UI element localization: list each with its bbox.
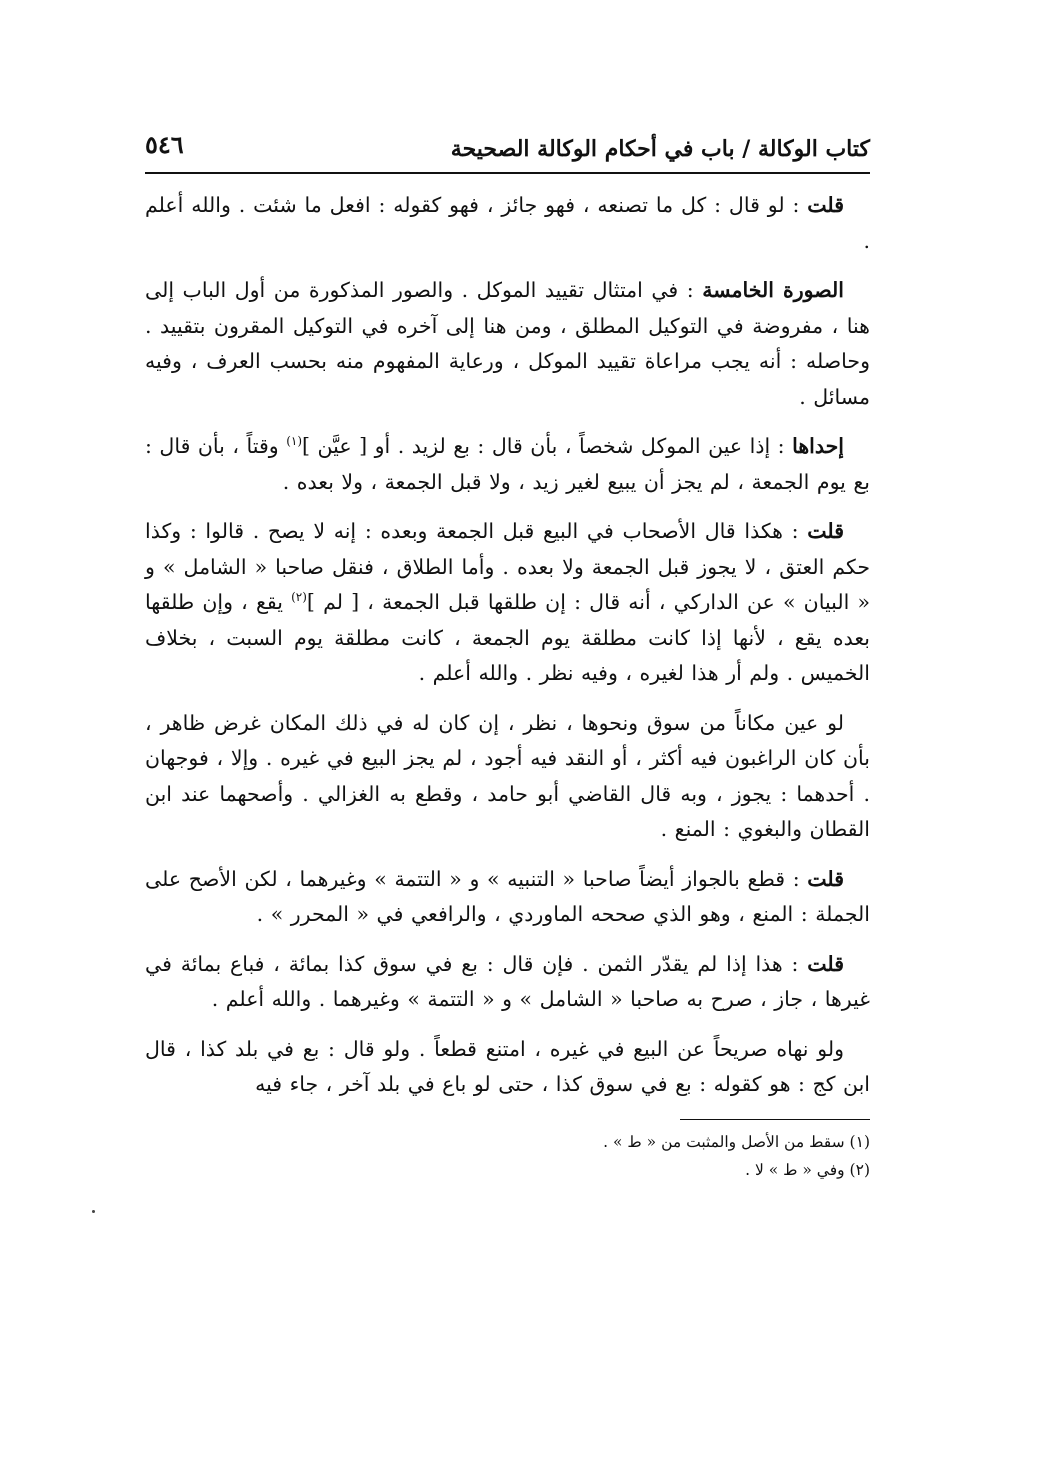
footnote-ref-1[interactable]: (١) [286,434,303,449]
paragraph-2 [145,273,870,415]
paragraph-lead: قلت [807,193,844,217]
running-header [145,120,870,174]
footnote-1: (١) سقط من الأصل والمثبت من « ط » . [603,1132,870,1151]
paragraph-text-cont: يقع ، وإن طلقها بعده يقع ، لأنها إذا كانت مطلقة يوم الجمعة ، كانت مطلقة يوم السبت ، بخلاف الخميس . ولم أر هذا لغيره ، وفيه نظر . والله أعلم . [145,590,870,685]
paragraph-5 [145,706,870,848]
paragraph-text: : هكذا قال الأصحاب في البيع قبل الجمعة وبعده : إنه لا يصح . قالوا : وكذا حكم العتق ، لا يجوز قبل الجمعة ولا بعده . وأما الطلاق ، فنقل صاحبا « الشامل » و « البيان » عن الداركي ، أنه قال : إن طلقها قبل الجمعة ، [ لم ] [145,519,870,614]
footnote-separator [680,1119,870,1120]
paragraph-lead: إحداها [792,434,844,458]
paragraph-text: : في امتثال تقييد الموكل . والصور المذكورة من أول الباب إلى هنا ، مفروضة في التوكيل المطلق ، ومن هنا إلى آخره في التوكيل المقرون بتقييد . وحاصله : أنه يجب مراعاة تقييد الموكل ، ورعاية المفهوم منه بحسب العرف ، وفيه مسائل . [145,278,870,409]
paragraph-text: لو عين مكاناً من سوق ونحوها ، نظر ، إن كان له في ذلك المكان غرض ظاهر ، بأن كان الراغبون فيه أكثر ، أو النقد فيه أجود ، لم يجز البيع في غيره . وإلا ، فوجهان . أحدهما : يجوز ، وبه قال القاضي أبو حامد ، وقطع به الغزالي . وأصحهما عند ابن القطان والبغوي : المنع . [145,710,870,841]
paragraph-8 [145,1032,870,1103]
paragraph-1 [145,188,870,259]
footnotes [145,1128,870,1184]
paragraph-6 [145,862,870,933]
paragraph-text: : هذا إذا لم يقدّر الثمن . فإن قال : بع في سوق كذا بمائة ، فباع بمائة في غيرها ، جاز ، صرح به صاحبا « الشامل » و « التتمة » وغيرهما . والله أعلم . [145,951,870,1011]
scan-speck [92,1210,95,1213]
paragraph-text-cont: وقتاً ، بأن قال : بع يوم الجمعة ، لم يجز أن يبيع لغير زيد ، ولا قبل الجمعة ، ولا بعده . [145,434,870,494]
paragraph-lead: قلت [807,519,844,543]
paragraph-text: : لو قال : كل ما تصنعه ، فهو جائز ، فهو كقوله : افعل ما شئت . والله أعلم . [145,193,870,253]
paragraph-lead: قلت [807,866,844,891]
book-page [145,120,870,1420]
paragraph-3 [145,429,870,500]
running-title: كتاب الوكالة / باب في أحكام الوكالة الصحيحة [450,136,870,162]
page-number: ٥٤٦ [145,130,184,159]
paragraph-lead: قلت [807,951,844,976]
paragraph-lead: الصورة الخامسة [702,278,844,302]
paragraph-text: : إذا عين الموكل شخصاً ، بأن قال : بع لزيد . أو [ عيَّن ] [302,434,793,458]
paragraph-4 [145,514,870,692]
paragraph-text: : قطع بالجواز أيضاً صاحبا « التنبيه » و « التتمة » وغيرهما ، لكن الأصح على الجملة : المنع ، وهو الذي صححه الماوردي ، والرافعي في « المحرر » . [145,866,870,926]
body-text [145,188,870,1103]
footnote-2: (٢) وفي « ط » لا . [745,1160,870,1179]
footnote-ref-2[interactable]: (٢) [291,590,307,605]
paragraph-7 [145,947,870,1018]
paragraph-text: ولو نهاه صريحاً عن البيع في غيره ، امتنع قطعاً . ولو قال : بع في بلد كذا ، قال ابن كج : هو كقوله : بع في سوق كذا ، حتى لو باع في بلد آخر ، جاء فيه [145,1036,870,1096]
